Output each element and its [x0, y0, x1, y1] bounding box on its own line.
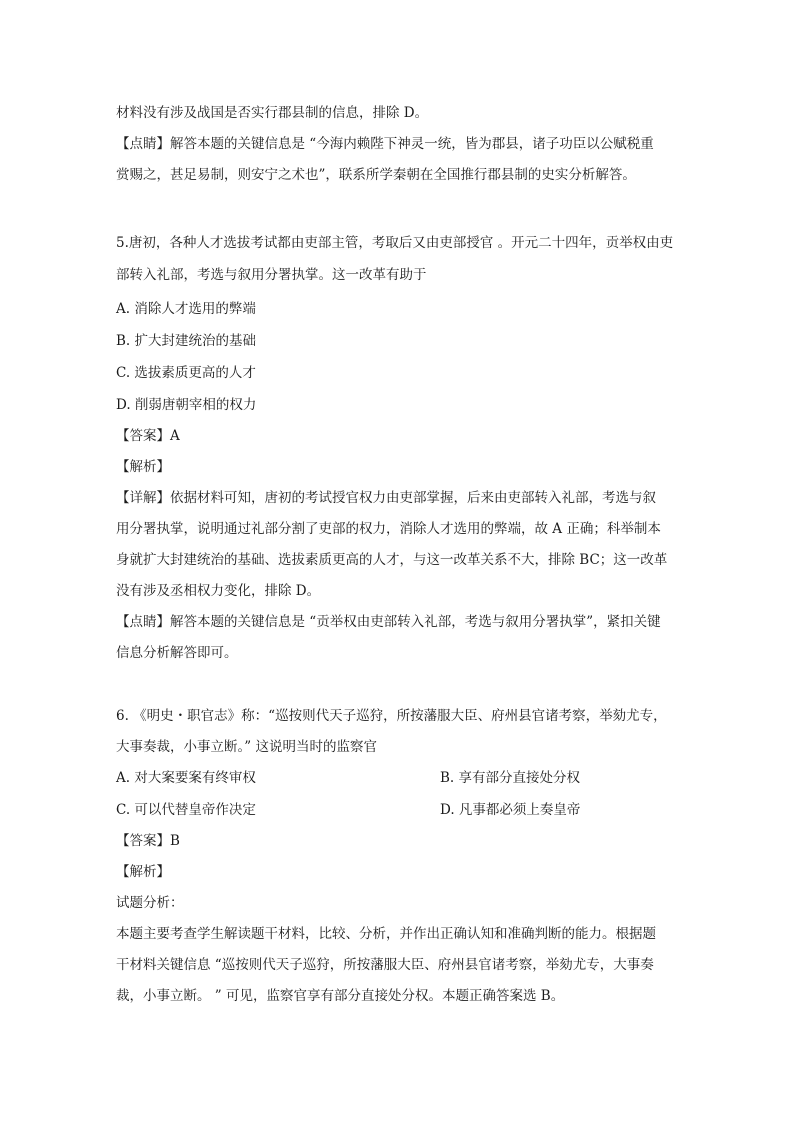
option-a: A. 对大案要案有终审权 — [116, 770, 256, 786]
option-a: A. 消除人才选用的弊端 — [116, 301, 256, 317]
option-d: D. 凡事都必须上奏皇帝 — [440, 802, 581, 818]
option-c: C. 可以代替皇帝作决定 — [116, 802, 256, 818]
text-line: 赏赐之，甚足易制，则安宁之术也”，联系所学秦朝在全国推行郡县制的史实分析解答。 — [116, 167, 636, 183]
text-line: 【点睛】解答本题的关键信息是 “今海内赖陛下神灵一统，皆为郡县，诸子功臣以公赋税重 — [116, 136, 654, 152]
text-line: 身就扩大封建统治的基础、选拔素质更高的人才，与这一改革关系不大，排除 BC；这一改革 — [116, 552, 668, 568]
question-5-stem: 部转入礼部，考选与叙用分署执掌。这一改革有助于 — [116, 267, 427, 283]
text-line: 用分署执掌，说明通过礼部分割了吏部的权力，消除人才选用的弊端，故 A 正确；科举制本 — [116, 521, 661, 537]
analysis-label: 【解析】 — [116, 864, 170, 880]
option-d: D. 削弱唐朝宰相的权力 — [116, 397, 257, 413]
text-line: 裁，小事立断。 ” 可见，监察官享有部分直接处分权。本题正确答案选 B。 — [116, 988, 565, 1004]
answer-label: 【答案】B — [116, 833, 180, 849]
option-b: B. 扩大封建统治的基础 — [116, 333, 257, 349]
question-6-stem: 大事奏裁，小事立断。” 这说明当时的监察官 — [116, 739, 377, 755]
text-line: 没有涉及丞相权力变化，排除 D。 — [116, 583, 321, 599]
text-line: 本题主要考查学生解读题干材料，比较、分析，并作出正确认知和准确判断的能力。根据题 — [116, 926, 656, 942]
option-c: C. 选拔素质更高的人才 — [116, 365, 256, 381]
text-line: 信息分析解答即可。 — [116, 645, 238, 661]
text-line: 材料没有涉及战国是否实行郡县制的信息，排除 D。 — [116, 105, 429, 121]
option-b: B. 享有部分直接处分权 — [440, 770, 581, 786]
text-line: 试题分析： — [116, 895, 184, 911]
question-5-stem: 5.唐初，各种人才选拔考试都由吏部主管，考取后又由吏部授官 。开元二十四年，贡举权由吏 — [116, 235, 674, 251]
analysis-label: 【解析】 — [116, 459, 170, 475]
answer-label: 【答案】A — [116, 428, 180, 444]
text-line: 【详解】依据材料可知，唐初的考试授官权力由吏部掌握，后来由吏部转入礼部，考选与叙 — [116, 490, 656, 506]
question-6-stem: 6. 《明史・职官志》称：“巡按则代天子巡狩，所按藩服大臣、府州县官诸考察，举劾尤专， — [116, 708, 667, 724]
text-line: 干材料关键信息 “巡按则代天子巡狩，所按藩服大臣、府州县官诸考察，举劾尤专，大事奏 — [116, 957, 654, 973]
text-line: 【点睛】解答本题的关键信息是 “贡举权由吏部转入礼部，考选与叙用分署执掌”，紧扣关键 — [116, 614, 661, 630]
